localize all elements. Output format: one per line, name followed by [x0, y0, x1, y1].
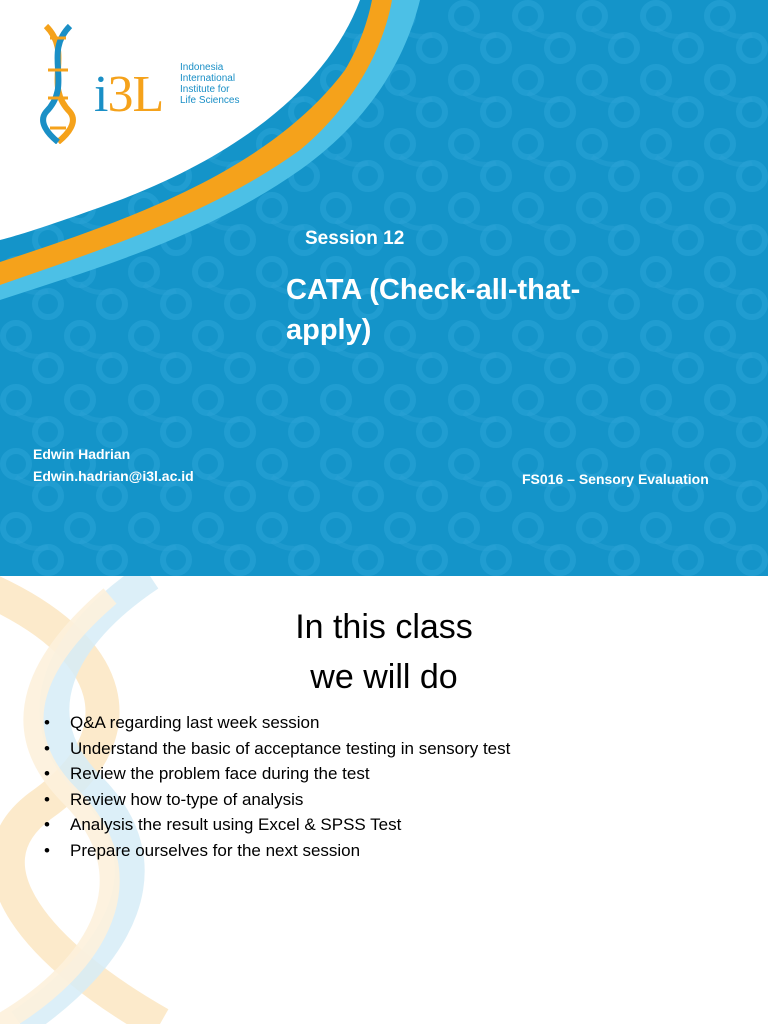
logo-wordmark: i3L: [94, 66, 164, 123]
bullet-icon: •: [44, 764, 50, 783]
dna-helix-icon: [38, 24, 78, 144]
list-item: [44, 710, 510, 736]
logo-institute-name: [180, 62, 239, 106]
heading-line: we will do: [310, 658, 458, 696]
agenda-slide: [0, 576, 768, 1024]
list-item-text: Analysis the result using Excel & SPSS Test: [70, 815, 402, 834]
list-item: [44, 736, 510, 762]
logo-text-line: Institute for: [180, 84, 230, 95]
bullet-icon: •: [44, 738, 50, 758]
list-item-text: Review the problem face during the test: [70, 764, 370, 783]
list-item-text: Prepare ourselves for the next session: [70, 840, 361, 860]
list-item: [44, 812, 510, 838]
agenda-heading: [0, 602, 768, 702]
list-item: [44, 787, 510, 813]
bullet-icon: •: [44, 840, 50, 860]
logo-text-line: Indonesia: [180, 62, 224, 73]
list-item: [44, 838, 510, 864]
bullet-icon: •: [44, 815, 50, 834]
i3l-logo: [38, 24, 278, 154]
heading-line: In this class: [295, 608, 473, 646]
list-item: [44, 761, 510, 787]
list-item-text: Review how to-type of analysis: [70, 789, 304, 809]
author-email: Edwin.hadrian@i3l.ac.id: [33, 468, 194, 484]
agenda-list: [44, 710, 510, 863]
slide-title: CATA (Check-all-that-apply): [286, 274, 581, 346]
logo-text-line: International: [180, 73, 236, 84]
bullet-icon: •: [44, 713, 50, 732]
logo-text-line: Life Sciences: [180, 95, 240, 106]
bullet-icon: •: [44, 789, 50, 809]
list-item-text: Q&A regarding last week session: [70, 713, 320, 732]
list-item-text: Understand the basic of acceptance testing in sensory test: [70, 738, 511, 758]
session-number: Session 12: [305, 228, 405, 249]
author-name: Edwin Hadrian: [33, 446, 131, 462]
course-name: FS016 – Sensory Evaluation: [522, 471, 709, 487]
